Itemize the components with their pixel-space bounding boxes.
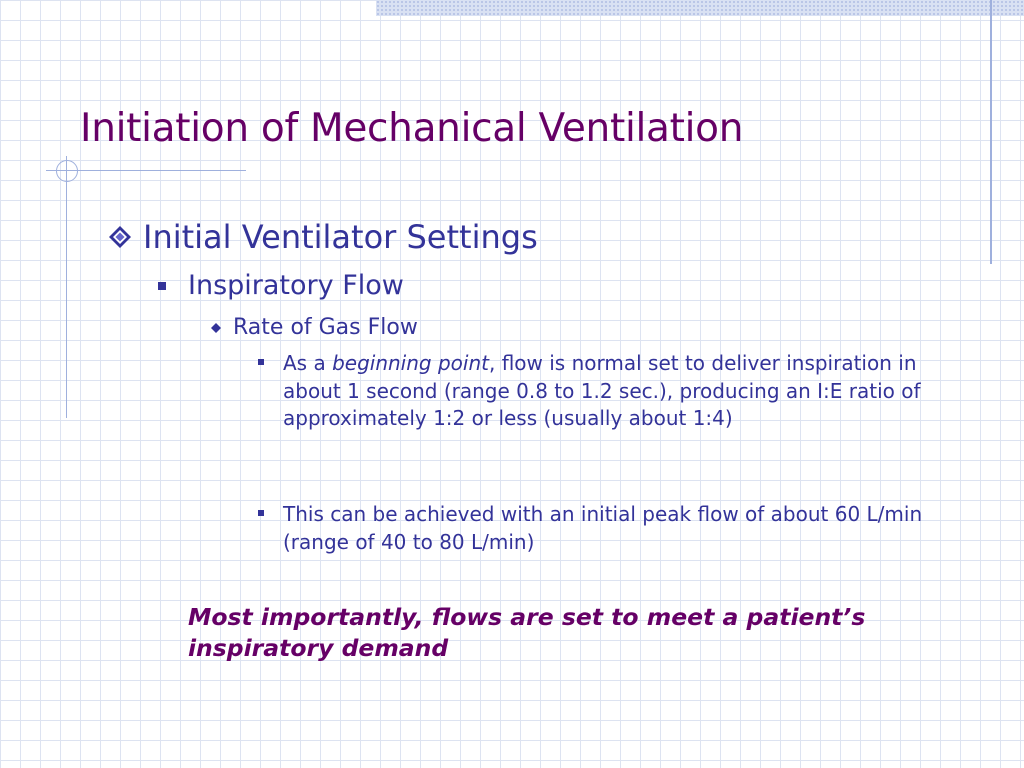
bullet-level4-first [258,350,963,433]
level4-first-text: As a beginning point, flow is normal set to deliver inspiration in about 1 second (range 0.8 to 1.2 sec.), producing an I:E ratio of approximately 1:2 or less (usually about 1:4) [283,351,921,430]
bullet-level4-second [258,501,963,556]
square-bullet-icon [158,282,166,290]
bullet-level3 [211,315,418,340]
level2-text: Inspiratory Flow [188,270,404,301]
top-decorative-band [376,0,1024,16]
small-diamond-bullet-icon [211,323,221,333]
beginning-point-emphasis: beginning point [332,351,489,375]
emphasis-note: Most importantly, flows are set to meet a patient’s inspiratory demand [188,603,866,662]
level3-text: Rate of Gas Flow [233,315,418,340]
diamond-bullet-icon [108,225,132,249]
left-vertical-rule [66,156,67,418]
corner-circle-ornament [56,160,78,182]
slide-title: Initiation of Mechanical Ventilation [80,106,744,151]
bullet-level1 [108,218,538,256]
level4-second-text: This can be achieved with an initial peak flow of about 60 L/min (range of 40 to 80 L/min) [283,502,923,554]
bullet-level2 [158,270,404,301]
square-bullet-icon [258,510,264,516]
square-bullet-icon [258,359,264,365]
level1-text: Initial Ventilator Settings [143,218,538,256]
right-vertical-rule [990,0,992,264]
